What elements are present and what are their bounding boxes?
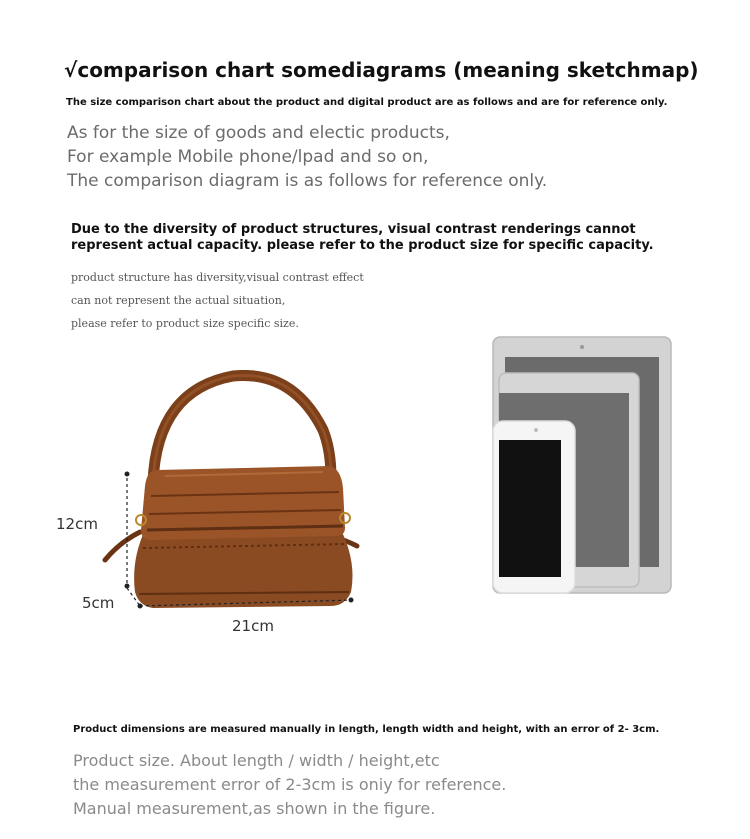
detail-line: please refer to product size specific size. — [71, 317, 299, 330]
page-subtitle: The size comparison chart about the product and digital product are as follows and are for reference only. — [66, 97, 668, 108]
detail-line: can not represent the actual situation, — [71, 294, 286, 307]
detail-line: product structure has diversity,visual contrast effect — [71, 271, 364, 284]
detail-text — [71, 266, 364, 335]
notice-line: Due to the diversity of product structures, visual contrast renderings cannot — [71, 222, 636, 237]
footer-line: the measurement error of 2-3cm is oniy for reference. — [73, 775, 507, 794]
intro-text — [67, 121, 547, 193]
notice-line: represent actual capacity. please refer to the product size for specific capacity. — [71, 238, 654, 253]
footer-text — [73, 749, 506, 821]
width-dimension-label: 21cm — [232, 617, 274, 635]
intro-line: The comparison diagram is as follows for reference only. — [67, 171, 548, 191]
footer-line: Product size. About length / width / height,etc — [73, 751, 440, 770]
height-dimension-label: 12cm — [56, 515, 98, 533]
footer-line: Manual measurement,as shown in the figure. — [73, 799, 436, 818]
notice-text — [71, 222, 654, 254]
footer-note: Product dimensions are measured manually in length, length width and height, with an error of 2- 3cm. — [73, 724, 660, 735]
page-title: √comparison chart somediagrams (meaning sketchmap) — [64, 58, 699, 82]
intro-line: As for the size of goods and electic products, — [67, 123, 450, 143]
dimension-lines — [115, 470, 355, 620]
depth-dimension-label: 5cm — [82, 594, 115, 612]
devices-illustration — [488, 335, 678, 597]
intro-line: For example Mobile phone/lpad and so on, — [67, 147, 429, 167]
